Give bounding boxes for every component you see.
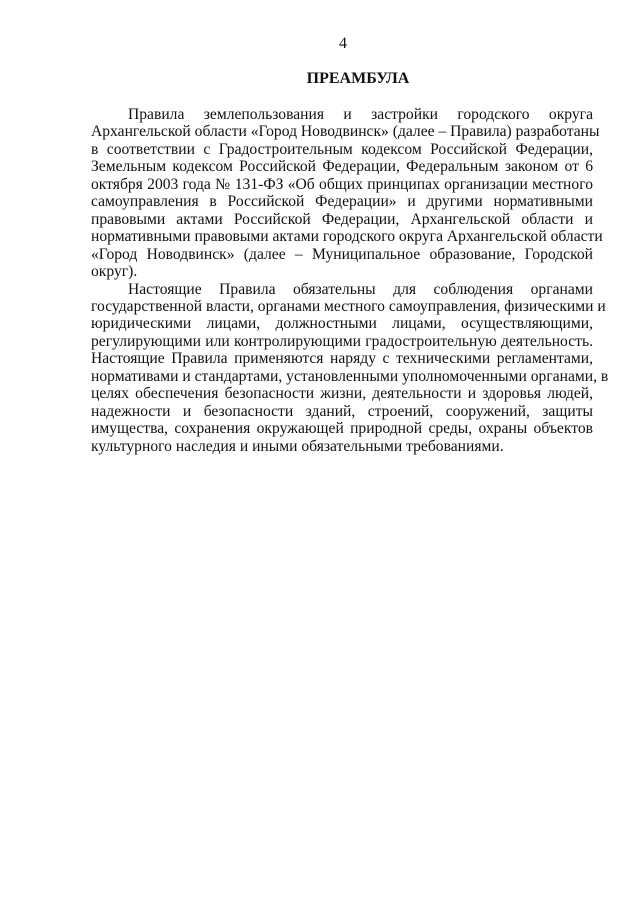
text-line: нормативными правовыми актами городского округа Архангельской области: [91, 228, 603, 246]
document-body: [91, 106, 609, 455]
text-line: имущества, сохранения окружающей природной среды, охраны объектов: [91, 420, 593, 438]
text-line: целях обеспечения безопасности жизни, деятельности и здоровья людей,: [91, 385, 593, 403]
text-line: Настоящие Правила обязательны для соблюдения органами: [128, 280, 593, 298]
text-line: надежности и безопасности зданий, строений, сооружений, защиты: [91, 402, 593, 420]
text-line: «Город Новодвинск» (далее – Муниципальное образование, Городской: [91, 245, 593, 263]
text-line: правовыми актами Российской Федерации, Архангельской области и: [91, 210, 593, 228]
text-line: октября 2003 года № 131-ФЗ «Об общих принципах организации местного: [91, 175, 593, 193]
text-line: нормативами и стандартами, установленными уполномоченными органами, в: [91, 367, 609, 385]
text-line: в соответствии с Градостроительным кодексом Российской Федерации,: [91, 140, 593, 158]
text-line: Архангельской области «Город Новодвинск» (далее – Правила) разработаны: [91, 123, 600, 141]
text-line: Настоящие Правила применяются наряду с техническими регламентами,: [91, 350, 593, 368]
text-line: культурного наследия и иными обязательными требованиями.: [91, 437, 504, 455]
text-line: Правила землепользования и застройки городского округа: [128, 106, 593, 123]
text-line: государственной власти, органами местного самоуправления, физическими и: [91, 297, 606, 315]
text-line: регулирующими или контролирующими градостроительную деятельность.: [91, 332, 593, 350]
text-line: юридическими лицами, должностными лицами, осуществляющими,: [91, 315, 593, 333]
page-title: ПРЕАМБУЛА: [306, 70, 410, 87]
text-line: самоуправления в Российской Федерации» и другими нормативными: [91, 193, 593, 211]
paragraph: [91, 106, 603, 281]
text-line: округ).: [91, 263, 138, 281]
text-line: Земельным кодексом Российской Федерации, Федеральным законом от 6: [91, 158, 593, 176]
paragraph: [91, 280, 609, 456]
page-number: 4: [339, 35, 347, 52]
